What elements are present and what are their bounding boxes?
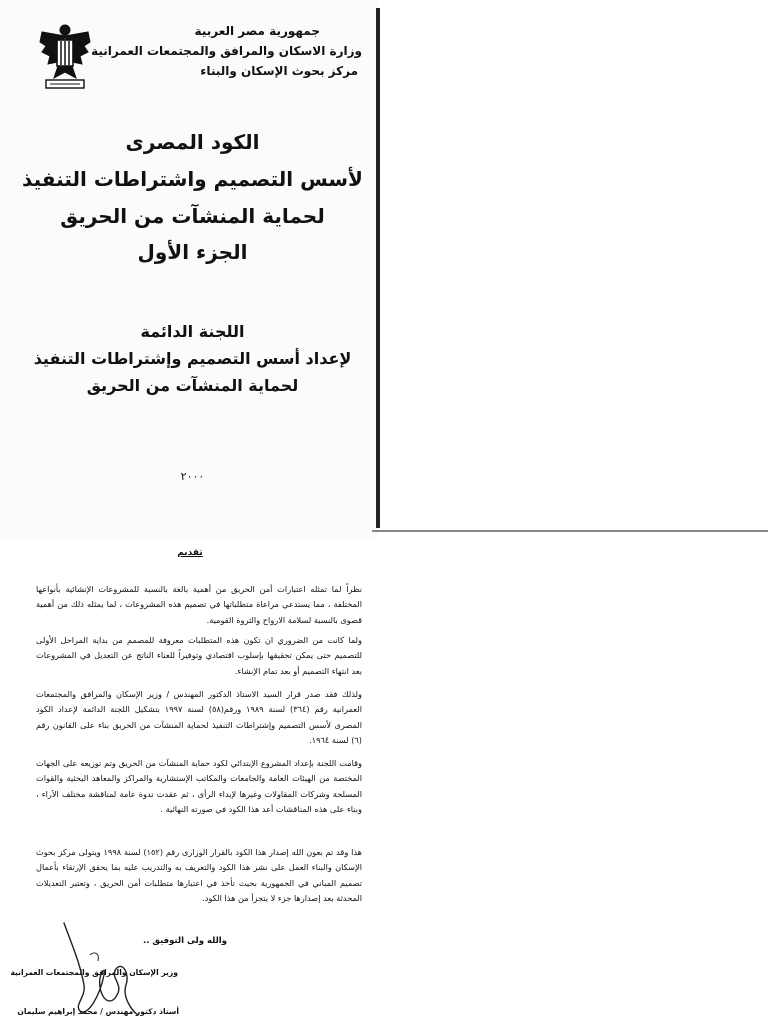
header-center: مركز بحوث الإسكان والبناء [200,64,358,78]
egypt-eagle-emblem [38,22,92,92]
preface-page [0,545,378,1024]
preface-paragraph-5: هذا وقد تم بعون الله إصدار هذا الكود بالقرار الوزارى رقم (١٥٢) لسنة ١٩٩٨ ويتولى مركز بحوث الإسكان والبناء العمل على نشر هذا الكود والتعريف به والتدريب عليه بما يحقق الإرتقاء بأعمال تصميم المباني في الجمهورية بحيث تأخذ في اعتبارها متطلبات أمن الحريق ، وتعتبر التعديلات المحدثة بعد إصدارها جزء لا يتجزأ من هذا الكود. [36,847,362,904]
committee-line-2: لإعداد أسس التصميم وإشتراطات التنفيذ [33,349,352,368]
year: ٢٠٠٠ [180,470,205,483]
title-line-2: لأسس التصميم واشتراطات التنفيذ [22,167,363,191]
preface-heading: تقديم [177,548,203,558]
preface-paragraph-1: نظراً لما تمثله اعتبارات أمن الحريق من أهمية بالغة بالنسبة للمشروعات الإنشائية بأنواعها المختلفة ، مما يستدعي مراعاة متطلباتها في تصميم هذه المشروعات ، لما يمثله ذلك من أهمية قصوى بالنسبة لسلامة الارواح والثروة القومية. [36,584,362,625]
preface-paragraph-4: وقامت اللجنة بإعداد المشروع الإبتدائي لكود حماية المنشآت من الحريق وتم توزيعه على الجهات المختصة من الهيئات العامة والجامعات والمكاتب الإستشارية والمراكز والمعاهد البحثية والقوات المسلحة وشركات المقاولات وغيرها لإبداء الرأى ، ثم عقدت ندوة عامة لمناقشة مختلف الآراء ، وبناء على هذه المناقشات أعد هذا الكود في صورته النهائية . [36,758,362,815]
page-edge-horizontal [372,530,768,532]
page-edge-vertical [376,8,380,528]
title-line-3: لحماية المنشآت من الحريق [60,204,325,228]
preface-paragraph-3: ولذلك فقد صدر قرار السيد الاستاذ الدكتور المهندس / وزير الإسكان والمرافق والمجتمعات العمرانية رقم (٣٦٤) لسنة ١٩٨٩ ورقم(٥٨) لسنة ١٩٩٧ بتشكيل اللجنة الدائمة لإعداد الكود المصرى لأسس التصميم وإشتراطات التنفيذ لحماية المنشآت من الحريق بناء على القانون رقم (٦) لسنة ١٩٦٤. [36,689,362,746]
signature-title: وزير الإسكان والمرافق والمجتمعات العمرانية [10,968,178,977]
committee-line-3: لحماية المنشآت من الحريق [86,376,299,395]
title-line-1: الكود المصرى [125,130,260,154]
cover-page [0,0,378,540]
title-line-4: الجزء الأول [137,240,248,264]
committee-line-1: اللجنة الدائمة [140,322,245,341]
signature-name: أستاذ دكتور مهندس / محمد إبراهيم سليمان [17,1007,179,1016]
header-country: جمهورية مصر العربية [194,24,320,38]
handwritten-signature [60,915,140,1020]
preface-paragraph-2: ولما كانت من الضروري ان تكون هذه المتطلبات معروفة للمصمم من بداية المراحل الأولى للتصميم حتى يمكن تحقيقها بإسلوب اقتصادي وتوفيراً للعناء الناتج عن التعديل في المشروعات بعد انتهاء التصميم أو بعد تمام الإنشاء. [36,635,362,676]
header-ministry: وزارة الاسكان والمرافق والمجتمعات العمرانية [91,44,362,58]
preface-closing: والله ولى التوفيق .. [142,936,228,946]
